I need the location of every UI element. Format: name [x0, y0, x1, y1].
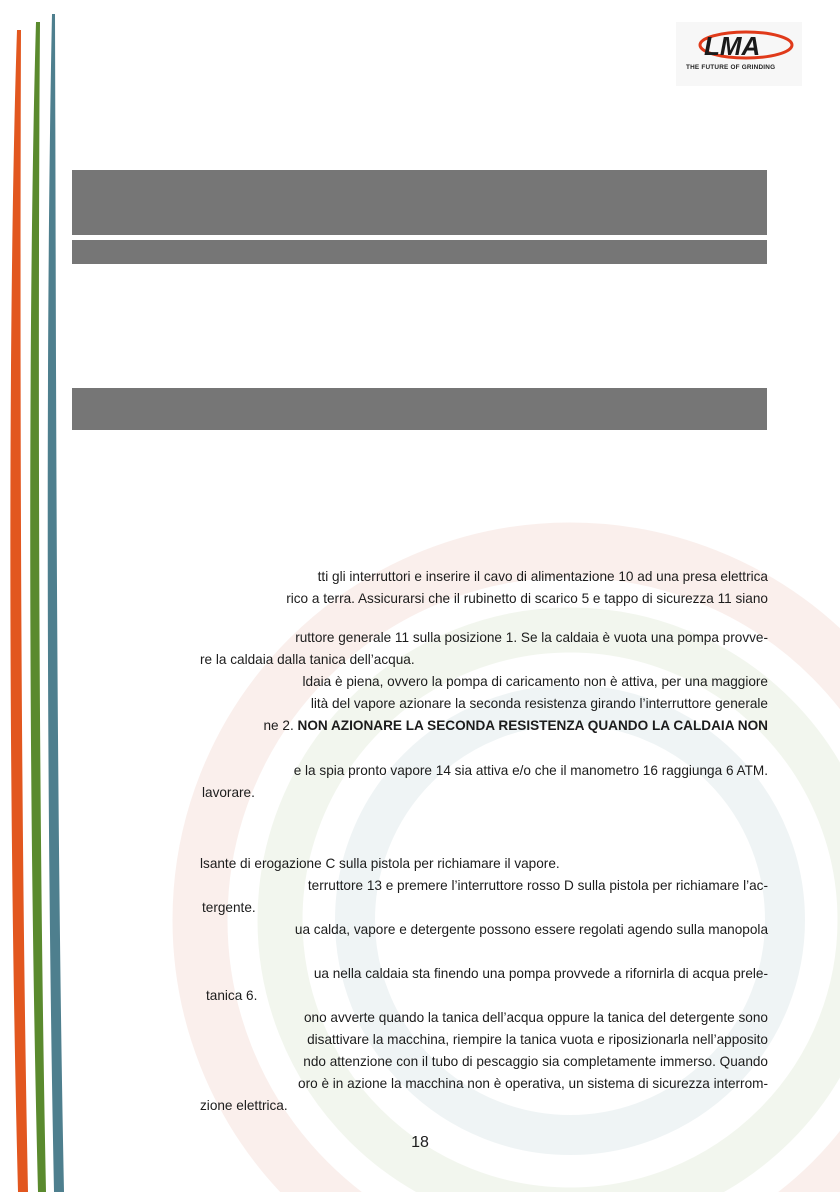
text-line: lità del vapore azionare la seconda resistenza girando l’interruttore generale — [310, 696, 768, 711]
lma-logo-icon — [686, 28, 794, 62]
section-header-bar-2 — [72, 388, 767, 430]
text-line: tergente. — [202, 900, 256, 915]
text-line: disattivare la macchina, riempire la tanica vuota e riposizionarla nell’apposito — [307, 1032, 768, 1047]
text-line: rico a terra. Assicurarsi che il rubinetto di scarico 5 e tappo di sicurezza 11 siano — [286, 591, 768, 606]
text-line: ne 2. NON AZIONARE LA SECONDA RESISTENZA QUANDO LA CALDAIA NON — [263, 718, 768, 733]
text-line: lavorare. — [202, 785, 255, 800]
text-line: ono avverte quando la tanica dell’acqua oppure la tanica del detergente sono — [303, 1010, 768, 1025]
text-line: tanica 6. — [206, 988, 258, 1003]
text-line: ua calda, vapore e detergente possono essere regolati agendo sulla manopola — [294, 922, 768, 937]
text-line: lsante di erogazione C sulla pistola per richiamare il vapore. — [200, 856, 560, 871]
text-line: oro è in azione la macchina non è operativa, un sistema di sicurezza interrom- — [298, 1076, 768, 1091]
text-line: terruttore 13 e premere l’interruttore rosso D sulla pistola per richiamare l’ac- — [307, 878, 768, 893]
text-line: ndo attenzione con il tubo di pescaggio sia completamente immerso. Quando — [303, 1054, 768, 1069]
text-line: ruttore generale 11 sulla posizione 1. Se la caldaia è vuota una pompa provve- — [295, 630, 768, 645]
warning-text: NON AZIONARE LA SECONDA RESISTENZA QUANDO LA CALDAIA NON — [297, 718, 768, 733]
text-line: tti gli interruttori e inserire il cavo di alimentazione 10 ad una presa elettrica — [317, 569, 768, 584]
logo-text: LMA — [704, 31, 761, 61]
text-line: re la caldaia dalla tanica dell’acqua. — [200, 652, 415, 667]
text-line: ldaia è piena, ovvero la pompa di caricamento non è attiva, per una maggiore — [302, 674, 768, 689]
text-line: e la spia pronto vapore 14 sia attiva e/o che il manometro 16 raggiunga 6 ATM. — [293, 763, 768, 778]
page-number: 18 — [411, 1134, 429, 1151]
logo-tagline: THE FUTURE OF GRINDING — [686, 64, 776, 71]
section-subheader-bar — [72, 240, 767, 264]
text-line: zione elettrica. — [200, 1098, 288, 1113]
text-line: ua nella caldaia sta finendo una pompa provvede a rifornirla di acqua prele- — [313, 966, 768, 981]
brand-logo — [676, 22, 802, 86]
section-header-bar — [72, 170, 767, 235]
decorative-stripes — [0, 0, 70, 1192]
